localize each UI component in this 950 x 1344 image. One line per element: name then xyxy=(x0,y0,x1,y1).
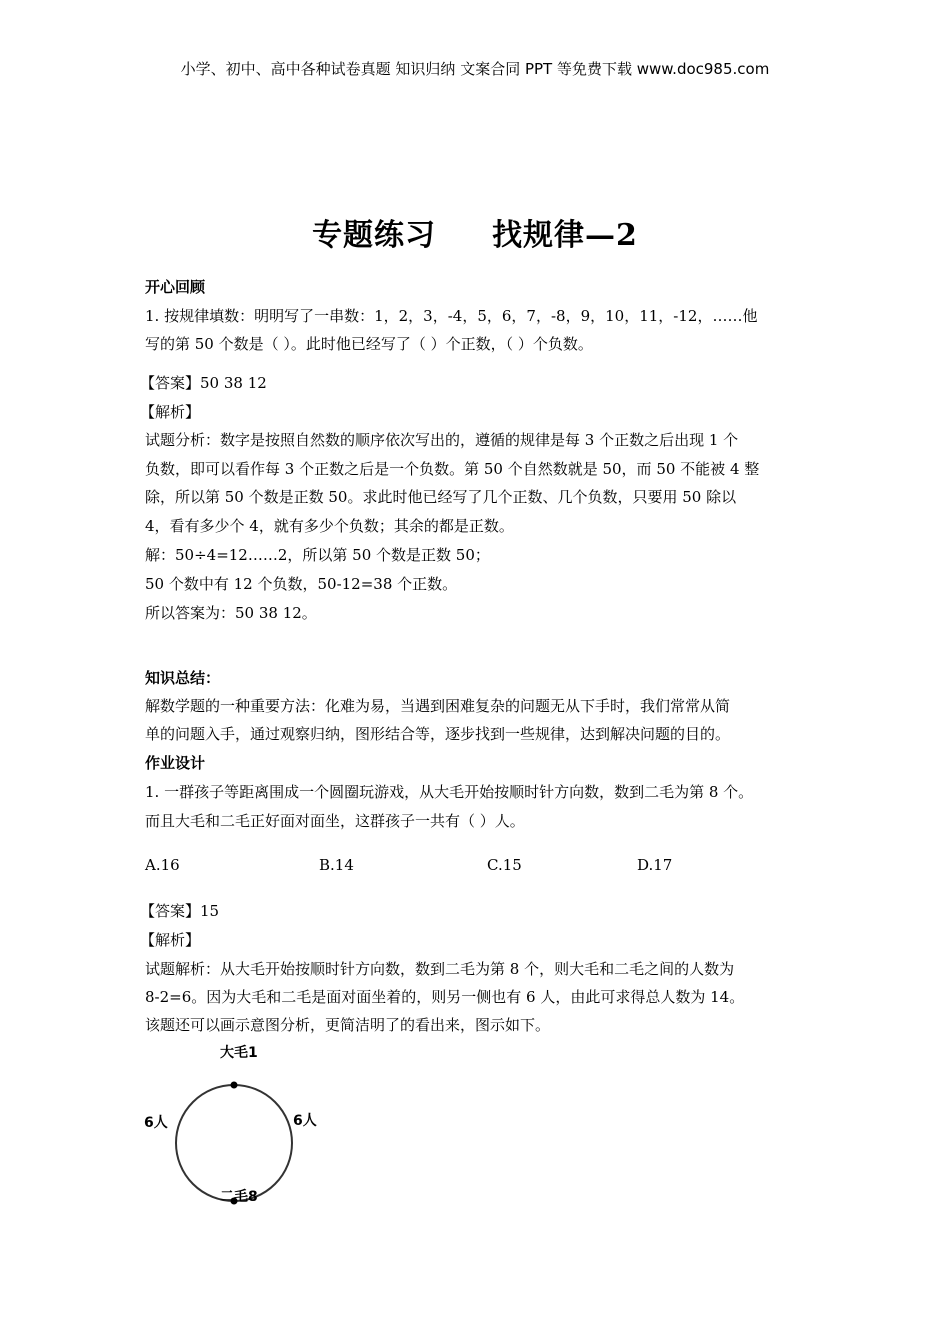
review-analysis-line: 4，看有多少个 4，就有多少个负数；其余的都是正数。 xyxy=(145,517,514,535)
homework-question-line: 1. 一群孩子等距离围成一个圆圈玩游戏，从大毛开始按顺时针方向数，数到二毛为第 8 个。 xyxy=(145,783,754,801)
option-c: C.15 xyxy=(487,856,522,874)
title-part2: 找规律—2 xyxy=(492,218,638,253)
summary-line: 解数学题的一种重要方法：化难为易，当遇到困难复杂的问题无从下手时，我们常常从简 xyxy=(145,697,731,715)
option-d: D.17 xyxy=(637,856,673,874)
review-analysis-line: 50 个数中有 12 个负数，50-12=38 个正数。 xyxy=(145,575,458,593)
review-question-line: 写的第 50 个数是（ ）。此时他已经写了（ ）个正数，（ ）个负数。 xyxy=(145,335,593,353)
review-analysis-line: 试题分析：数字是按照自然数的顺序依次写出的，遵循的规律是每 3 个正数之后出现 1 个 xyxy=(145,431,739,449)
label-left-count: 6人 xyxy=(144,1115,168,1131)
review-analysis-line: 解：50÷4=12……2，所以第 50 个数是正数 50； xyxy=(145,546,490,564)
review-analysis-line: 除，所以第 50 个数是正数 50。求此时他已经写了几个正数、几个负数，只要用 50 除以 xyxy=(145,488,737,506)
option-b: B.14 xyxy=(319,856,354,874)
homework-heading: 作业设计 xyxy=(145,754,206,772)
homework-question-line: 而且大毛和二毛正好面对面坐，这群孩子一共有（ ）人。 xyxy=(145,812,525,830)
review-answer: 【答案】50 38 12 xyxy=(140,374,267,392)
homework-analysis-label: 【解析】 xyxy=(140,931,201,949)
title-part1: 专题练习 xyxy=(312,218,437,253)
top-dot xyxy=(231,1082,238,1089)
label-dama: 大毛1 xyxy=(220,1045,258,1061)
review-analysis-line: 负数，即可以看作每 3 个正数之后是一个负数。第 50 个自然数就是 50，而 50 不能被 4 整 xyxy=(145,460,760,478)
homework-analysis-line: 试题解析：从大毛开始按顺时针方向数，数到二毛为第 8 个，则大毛和二毛之间的人数为 xyxy=(145,960,735,978)
homework-answer: 【答案】15 xyxy=(140,902,220,920)
label-ermao: 二毛8 xyxy=(220,1189,258,1205)
label-right-count: 6人 xyxy=(293,1113,317,1129)
review-analysis-line: 所以答案为：50 38 12。 xyxy=(145,604,317,622)
summary-heading: 知识总结： xyxy=(145,669,221,687)
page-header: 小学、初中、高中各种试卷真题 知识归纳 文案合同 PPT 等免费下载 www.doc985.com xyxy=(180,60,770,78)
review-question-line: 1. 按规律填数：明明写了一串数：1，2，3，-4，5，6，7，-8，9，10，11，-12，……他 xyxy=(145,307,758,325)
homework-analysis-line: 该题还可以画示意图分析，更简洁明了的看出来，图示如下。 xyxy=(145,1016,551,1034)
seating-circle xyxy=(176,1085,292,1201)
review-heading: 开心回顾 xyxy=(145,278,206,296)
summary-line: 单的问题入手，通过观察归纳，图形结合等，逐步找到一些规律，达到解决问题的目的。 xyxy=(145,725,731,743)
option-a: A.16 xyxy=(145,856,180,874)
circle-diagram xyxy=(140,1040,330,1210)
review-analysis-label: 【解析】 xyxy=(140,403,201,421)
homework-analysis-line: 8-2=6。因为大毛和二毛是面对面坐着的，则另一侧也有 6 人，由此可求得总人数为 14。 xyxy=(145,988,745,1006)
page-title xyxy=(0,210,950,254)
